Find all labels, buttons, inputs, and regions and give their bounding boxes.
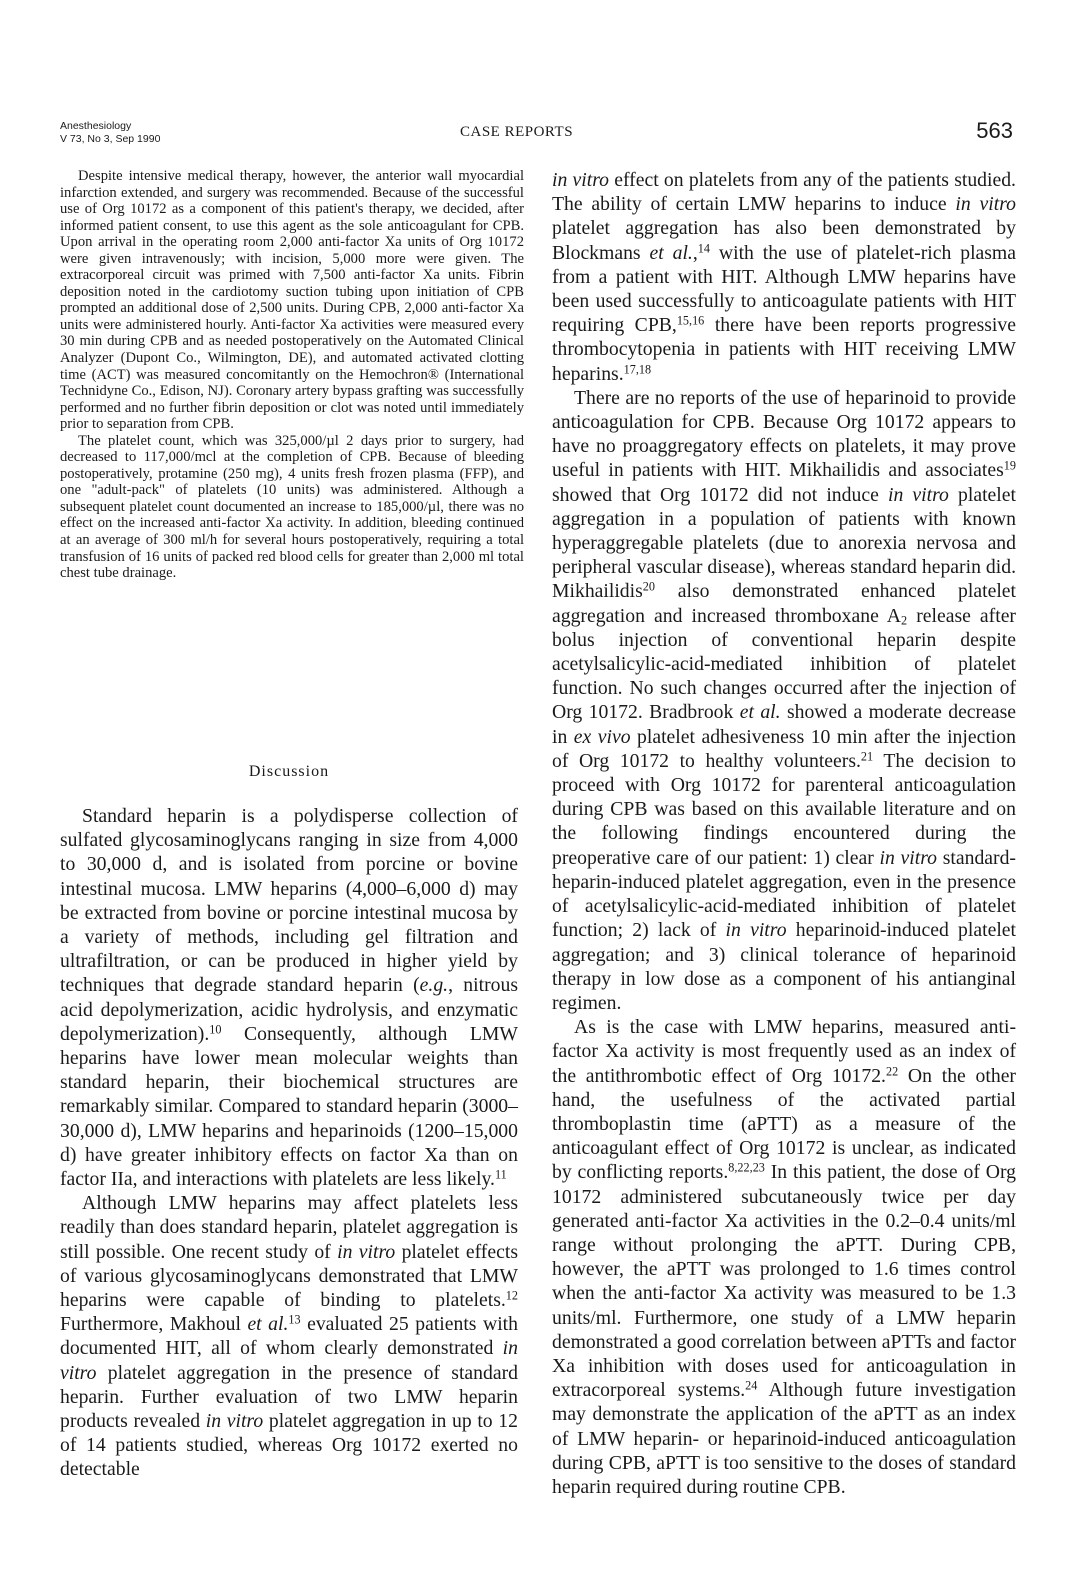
right-column-discussion xyxy=(552,168,1016,1499)
paragraph: in vitro effect on platelets from any of the patients studied. The ability of certain LMW heparins to induce in vitro platelet aggregation has also been demonstrated by Blockmans et al.,$^{14}$ with the use of platelet-rich plasma from a patient with HIT. Although LMW heparins have been used successfully to anticoagulate patients with HIT requiring CPB,$^{15,16}$ there have been reports progressive thrombocytopenia in patients with HIT receiving LMW heparins.$^{17,18}$ xyxy=(552,169,1016,385)
journal-name: Anesthesiology xyxy=(60,120,132,132)
journal-volume: V 73, No 3, Sep 1990 xyxy=(60,133,161,145)
left-column-case-text xyxy=(60,168,524,582)
discussion-heading xyxy=(60,763,518,781)
subscript: 2 xyxy=(901,613,908,628)
citation: 10 xyxy=(209,1022,222,1037)
citation: 17,18 xyxy=(623,361,652,376)
citation: 12 xyxy=(505,1288,518,1303)
section-title: CASE REPORTS xyxy=(460,124,574,140)
paragraph: There are no reports of the use of heparinoid to provide anticoagulation for CPB. Because Org 10172 appears to have no proaggregatory effects on platelets, it may prove useful in patients with HIT. Mikhailidis and associates$^{19}$ showed that Org 10172 did not induce in vitro platelet aggregation in a population of patients with known hyperaggregable platelets (due to anorexia nervosa and peripheral vascular disease), whereas standard heparin did. Mikhailidis$^{20}$ also demonstrated enhanced platelet aggregation and increased thromboxane $A_2$ release after bolus injection of conventional heparin despite acetylsalicylic-acid-mediated inhibition of platelet function. No such changes occurred after the injection of Org 10172. Bradbrook et al. showed a moderate decrease in ex vivo platelet adhesiveness 10 min after the injection of Org 10172 to healthy volunteers.$^{21}$ The decision to proceed with Org 10172 for parenteral anticoagulation during CPB was based on this available literature and on the following findings encountered during the preoperative care of our patient: 1) clear in vitro standard-heparin-induced platelet aggregation, even in the presence of acetylsalicylic-acid-mediated inhibition of platelet function; 2) lack of in vitro heparinoid-induced platelet aggregation; and 3) clinical tolerance of heparinoid therapy in low dose as a component of his antianginal regimen. xyxy=(552,386,1016,1014)
citation: 21 xyxy=(860,749,874,764)
citation: 22 xyxy=(885,1063,899,1078)
page-number: 563 xyxy=(976,118,1013,143)
citation: 8,22,23 xyxy=(728,1160,765,1175)
citation: 19 xyxy=(1003,458,1016,473)
left-column-discussion xyxy=(60,804,518,1482)
paragraph: Although LMW heparins may affect platelets less readily than does standard heparin, platelet aggregation is still possible. One recent study of in vitro platelet effects of various glycosaminoglycans demonstrated that LMW heparins were capable of binding to platelets.$^{12}$ Furthermore, Makhoul et al.$^{13}$ evaluated 25 patients with documented HIT, all of whom clearly demonstrated in vitro platelet aggregation in the presence of standard heparin. Further evaluation of two LMW heparin products revealed in vitro platelet aggregation in up to 12 of 14 patients studied, whereas Org 10172 exerted no detectable xyxy=(60,1192,518,1481)
citation: 11 xyxy=(494,1167,507,1182)
citation: 14 xyxy=(697,240,710,255)
citation: 13 xyxy=(288,1312,301,1327)
discussion-heading-text: Discussion xyxy=(248,763,330,780)
citation: 15,16 xyxy=(676,313,705,328)
paragraph: Standard heparin is a polydisperse collection of sulfated glycosaminoglycans ranging in size from 4,000 to 30,000 d, and is isolated from porcine or bovine intestinal mucosa. LMW heparins (4,000–6,000 d) may be extracted from bovine or porcine intestinal mucosa by a variety of methods, including gel filtration and ultrafiltration, or can be produced in higher yield by techniques that degrade standard heparin (e.g., nitrous acid depolymerization, acidic hydrolysis, and enzymatic depolymerization).$^{10}$ Consequently, although LMW heparins have lower mean molecular weights than standard heparin, their biochemical structures are remarkably similar. Compared to standard heparin (3000–30,000 d), LMW heparins and heparinoids (1200–15,000 d) have greater inhibitory effects on factor Xa than on factor IIa, and interactions with platelets are less likely.$^{11}$ xyxy=(60,805,518,1191)
citation: 24 xyxy=(745,1378,758,1393)
paragraph: The platelet count, which was 325,000/µl 2 days prior to surgery, had decreased to 117,000/mcl at the completion of CPB. Because of bleeding postoperatively, protamine (250 mg), 4 units fresh frozen plasma (FFP), and one "adult-pack" of platelets (10 units) was administered. Although a subsequent platelet count documented an increase to 185,000/µl, there was no effect on the increased anti-factor Xa activity. In addition, bleeding continued at an average of 300 ml/h for several hours postoperatively, requiring a total transfusion of 16 units of packed red blood cells for greater than 2,000 ml total chest tube drainage. xyxy=(60,432,524,582)
paragraph: As is the case with LMW heparins, measured anti-factor Xa activity is most frequently used as an index of the antithrombotic effect of Org 10172.22 On the other hand, the usefulness of the activated partial thromboplastin time (aPTT) as a measure of the anticoagulant effect of Org 10172 is unclear, as indicated by conflicting reports.$^{8,22,23}$ In this patient, the dose of Org 10172 administered subcutaneously twice per day generated anti-factor Xa activities in the 0.2–0.4 units/ml range without prolonging the aPTT. During CPB, however, the aPTT was prolonged to 1.6 times control when the anti-factor Xa activity was measured to be 1.3 units/ml. Furthermore, one study of a LMW heparin demonstrated a good correlation between aPTTs and factor Xa inhibition with doses used for anticoagulation in extracorporeal systems.$^{24}$ Although future investigation may demonstrate the application of the aPTT as an index of LMW heparin- or heparinoid-induced anticoagulation during CPB, aPTT is too sensitive to the doses of standard heparin required during routine CPB. xyxy=(552,1016,1016,1498)
citation: 20 xyxy=(642,579,655,594)
paragraph: Despite intensive medical therapy, however, the anterior wall myocardial infarction extended, and surgery was recommended. Because of the successful use of Org 10172 as a component of this patient's therapy, we decided, after informed patient consent, to use this agent as the sole anticoagulant for CPB. Upon arrival in the operating room 2,000 anti-factor Xa units of Org 10172 were given intravenously; with incision, 5,000 more were given. The extracorporeal circuit was primed with 7,500 anti-factor Xa units. Fibrin deposition noted in the cardiotomy suction tubing upon initiation of CPB prompted an additional dose of 2,500 units. During CPB, 2,000 anti-factor Xa units were administered hourly. Anti-factor Xa activities were measured every 30 min during CPB and as needed postoperatively on the Automated Clinical Analyzer (Dupont Co., Wilmington, DE), and automated activated clotting time (ACT) was measured concomitantly on the Hemochron® (International Technidyne Co., Edison, NJ). Coronary artery bypass grafting was successfully performed and no further fibrin deposition or clot was noted until immediately prior to separation from CPB. xyxy=(60,168,524,433)
running-header-journal xyxy=(60,120,160,146)
